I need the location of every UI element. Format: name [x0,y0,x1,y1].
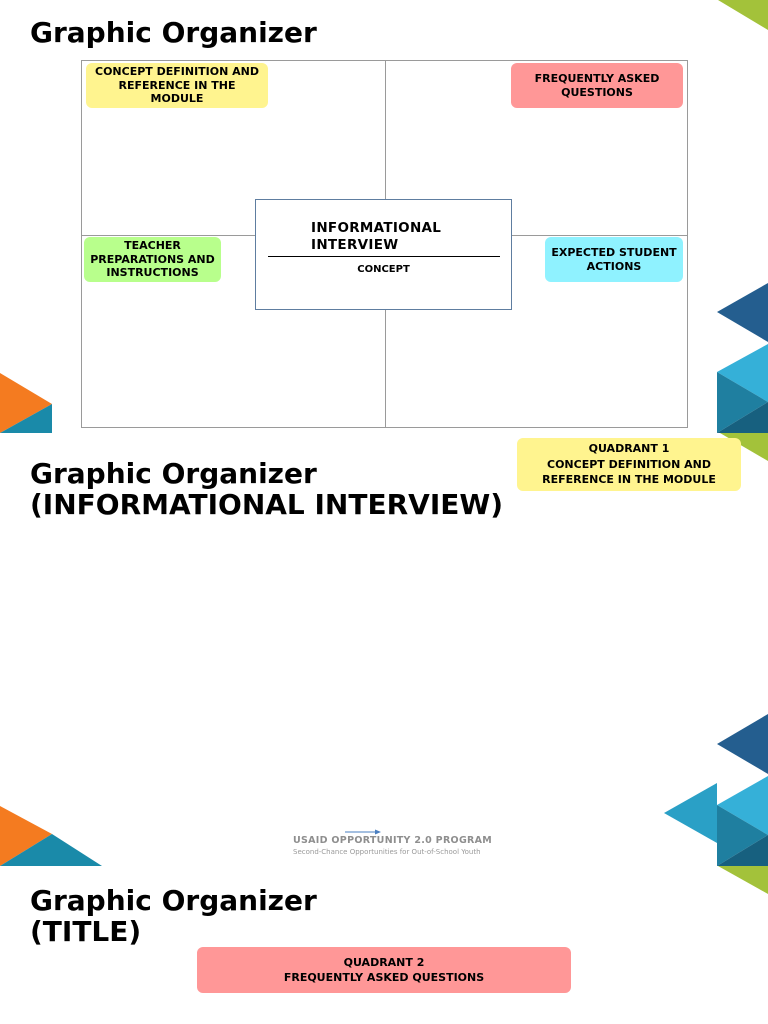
slide-title [30,458,503,520]
logo-title: USAID OPPORTUNITY 2.0 PROGRAM [293,835,493,846]
triangle-cluster-left [0,801,105,866]
slide-1 [0,0,768,433]
slide-2 [0,433,768,866]
title-line-2: (INFORMATIONAL INTERVIEW) [30,488,504,521]
quadrant-label-faq: FREQUENTLY ASKED QUESTIONS [511,63,683,108]
slide-3 [0,866,768,1024]
usaid-program-logo [293,829,493,859]
title-line-2: (TITLE) [30,915,142,948]
title-line-1: Graphic Organizer [30,884,317,917]
quadrant-label-concept-definition: CONCEPT DEFINITION AND REFERENCE IN THE MODULE [86,63,268,108]
quadrant-1-badge [517,438,741,491]
badge-heading: QUADRANT 2 [343,956,425,969]
quadrant-label-teacher-preparations: TEACHER PREPARATIONS AND INSTRUCTIONS [84,237,221,282]
triangle-cluster-right [660,711,768,866]
triangle-cluster-right [700,278,768,433]
center-concept-title: INFORMATIONAL INTERVIEW [311,220,442,253]
corner-triangle-top-right [715,866,768,896]
quadrant-2-badge [197,947,571,993]
slide-title [30,885,317,947]
badge-heading: QUADRANT 1 [588,441,670,455]
quadrant-label-student-actions: EXPECTED STUDENT ACTIONS [545,237,683,282]
slide-title: Graphic Organizer [30,16,317,49]
center-underline [268,256,500,257]
center-concept-box [255,199,512,310]
badge-label: FREQUENTLY ASKED QUESTIONS [283,970,485,984]
triangle-cluster-left [0,368,60,433]
center-concept-label: CONCEPT [357,264,410,275]
corner-triangle-top-right [700,0,768,36]
badge-label: CONCEPT DEFINITION AND REFERENCE IN THE MODULE [542,458,716,487]
logo-subtitle: Second-Chance Opportunities for Out-of-School Youth [293,848,481,856]
title-line-1: Graphic Organizer [30,457,317,490]
